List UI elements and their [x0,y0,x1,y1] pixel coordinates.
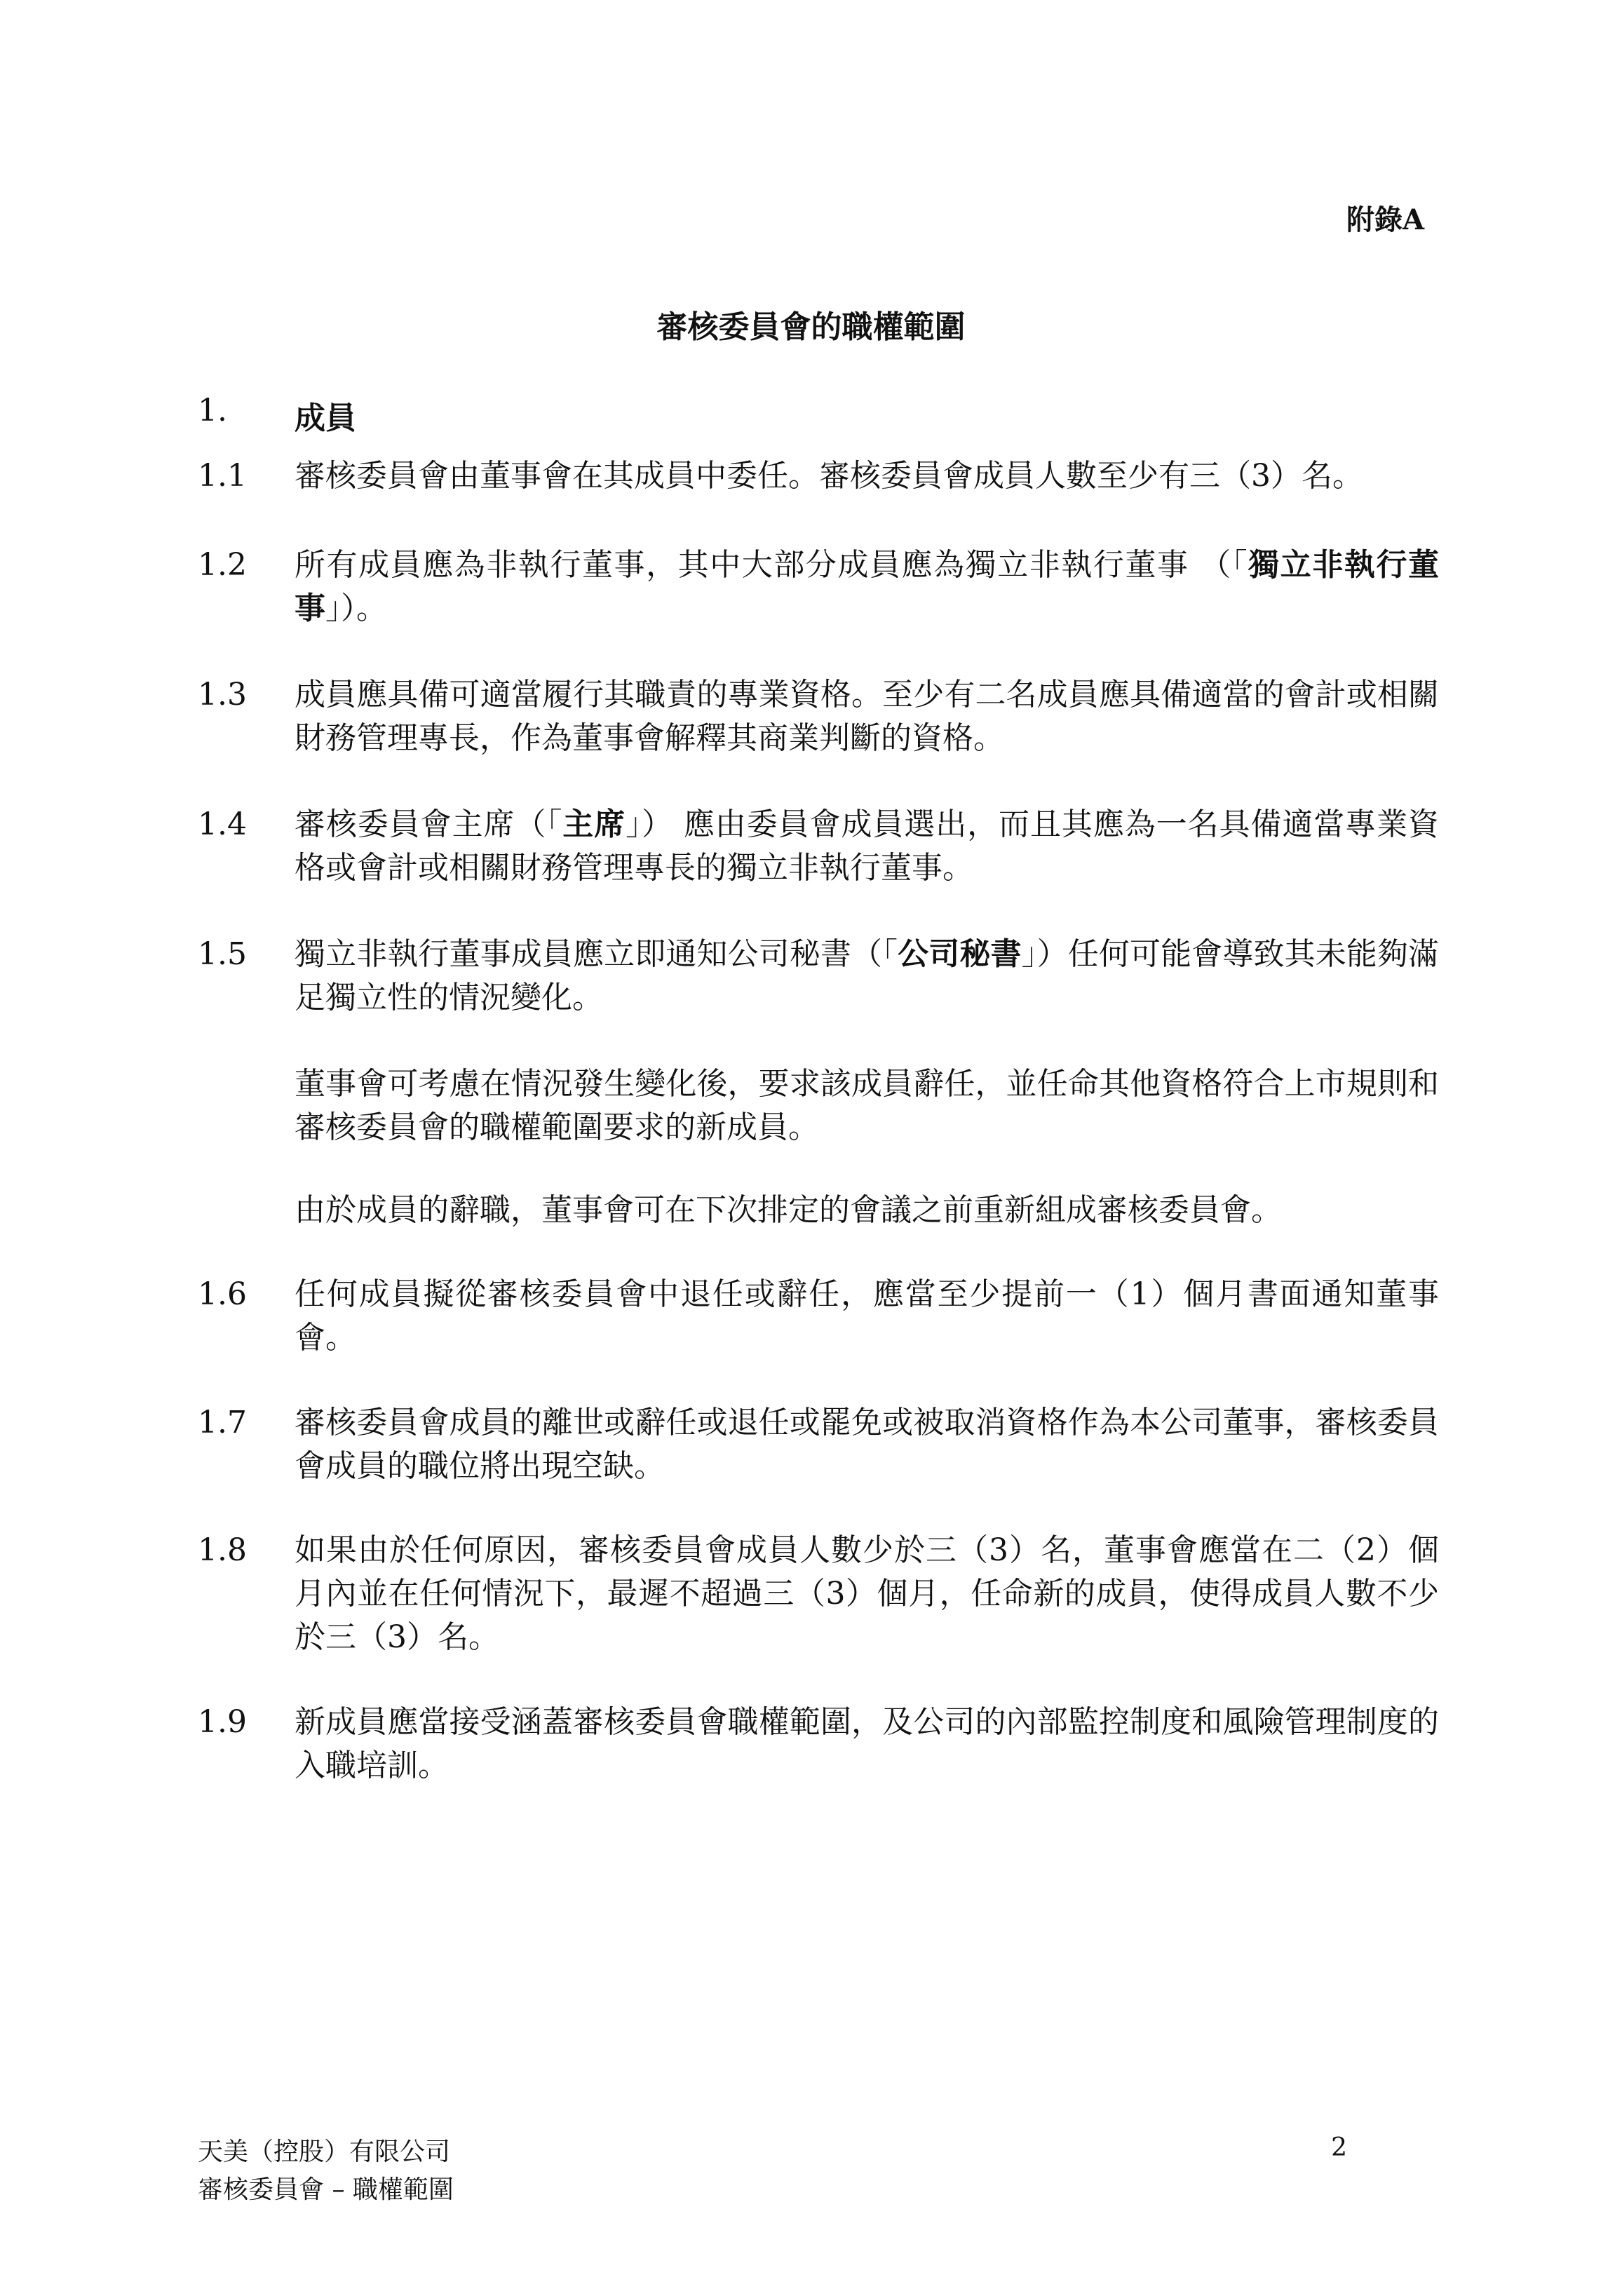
clause-1-9 [198,1701,1439,1788]
clause-text: 成員應具備可適當履行其職責的專業資格。至少有二名成員應具備適當的會計或相關財務管理專長，作為董事會解釋其商業判斷的資格。 [295,677,1439,756]
clause-number: 1.8 [198,1532,247,1568]
clause-1-5-paragraph-2: 董事會可考慮在情況發生變化後，要求該成員辭任，並任命其他資格符合上市規則和審核委員會的職權範圍要求的新成員。 [295,1066,1439,1145]
clause-1-1 [198,454,1439,498]
footer-document-title: 審核委員會 – 職權範圍 [198,2175,454,2204]
clause-1-5 [198,933,1439,1020]
clause-text: 如果由於任何原因，審核委員會成員人數少於三（3）名，董事會應當在二（2）個月內並在任何情況下，最遲不超過三（3）個月，任命新的成員，使得成員人數不少於三（3）名。 [295,1532,1439,1655]
clause-text [295,933,1439,1020]
clause-1-5-paragraph-3: 由於成員的辭職，董事會可在下次排定的會議之前重新組成審核委員會。 [295,1192,1282,1228]
clause-number: 1.2 [198,547,247,583]
clause-text: 任何成員擬從審核委員會中退任或辭任，應當至少提前一（1）個月書面通知董事會。 [295,1276,1439,1356]
page-number: 2 [1331,2133,1347,2162]
clause-text-part: 審核委員會主席（「 [295,806,563,842]
appendix-label: 附錄A [1346,203,1424,236]
clause-1-7 [198,1401,1439,1488]
clause-text: 審核委員會成員的離世或辭任或退任或罷免或被取消資格作為本公司董事，審核委員會成員的職位將出現空缺。 [295,1405,1439,1484]
clause-text: 新成員應當接受涵蓋審核委員會職權範圍，及公司的內部監控制度和風險管理制度的入職培訓。 [295,1704,1439,1783]
clause-text-part: 」）任何可能會導致其未能夠滿足獨立性的情況變化。 [295,936,1440,1015]
page-footer [198,2133,454,2209]
defined-term: 主席 [562,806,626,842]
clause-text [295,803,1439,890]
document-title: 審核委員會的職權範圍 [656,309,966,345]
clause-1-6 [198,1273,1439,1360]
clause-text [295,543,1439,630]
clause-1-8 [198,1529,1439,1659]
clause-text-part: 」）。 [325,590,387,626]
section-title: 成員 [295,400,356,436]
defined-term: 公司秘書 [898,936,1022,972]
defined-term: 獨立非執行董事 [295,547,1440,626]
clause-text-part: 所有成員應為非執行董事，其中大部分成員應為獨立非執行董事 （「 [295,547,1249,583]
clause-text-part: 」） 應由委員會成員選出，而且其應為一名具備適當專業資格或會計或相關財務管理專長的獨立非執行董事。 [295,806,1440,886]
clause-text-part: 獨立非執行董事成員應立即通知公司秘書（「 [295,936,898,972]
clause-number: 1.4 [198,806,247,842]
clause-1-2 [198,543,1439,630]
clause-number: 1.7 [198,1405,247,1440]
clause-number: 1.1 [198,458,247,494]
clause-number: 1.5 [198,936,247,972]
clause-number: 1.3 [198,677,247,713]
footer-company: 天美（控股）有限公司 [198,2138,451,2166]
clause-number: 1.6 [198,1276,247,1312]
clause-text: 審核委員會由董事會在其成員中委任。審核委員會成員人數至少有三（3）名。 [295,458,1363,494]
clause-number: 1.9 [198,1704,247,1740]
section-number: 1. [198,393,227,428]
clause-1-3 [198,673,1439,760]
clause-1-4 [198,803,1439,890]
